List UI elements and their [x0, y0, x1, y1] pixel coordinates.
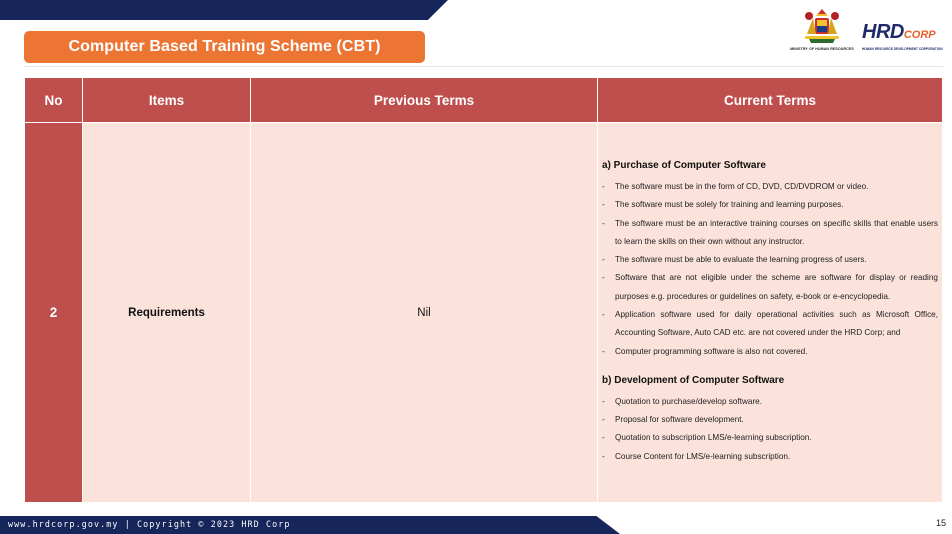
footer-copyright: www.hrdcorp.gov.my | Copyright © 2023 HRD Corp — [8, 519, 291, 529]
hrdcorp-logo — [862, 22, 948, 54]
list-item: - The software must be in the form of CD, DVD, CD/DVDROM or video. — [602, 178, 938, 196]
section-b-list — [602, 393, 938, 466]
list-item: - Computer programming software is also not covered. — [602, 343, 938, 361]
ministry-caption: MINISTRY OF HUMAN RESOURCES — [790, 47, 854, 51]
terms-table — [24, 77, 943, 503]
coat-of-arms-icon — [797, 6, 847, 46]
list-item: - Proposal for software development. — [602, 411, 938, 429]
header-divider — [24, 66, 943, 67]
list-item: - Quotation to subscription LMS/e-learning subscription. — [602, 429, 938, 447]
list-item: - The software must be able to evaluate the learning progress of users. — [602, 251, 938, 269]
list-item: - Application software used for daily operational activities such as Microsoft Office, Accounting Software, Auto CAD etc. are not covered under the HRD Corp; and — [602, 306, 938, 343]
row-number: 2 — [25, 123, 83, 503]
list-item: - Course Content for LMS/e-learning subscription. — [602, 448, 938, 466]
top-banner-bar — [0, 0, 448, 20]
slide-title: Computer Based Training Scheme (CBT) — [24, 31, 425, 63]
hrdcorp-caption: HUMAN RESOURCE DEVELOPMENT CORPORATION — [862, 47, 943, 51]
header-current-terms: Current Terms — [598, 78, 943, 123]
page-number: 15 — [936, 518, 947, 528]
section-b-heading: b) Development of Computer Software — [602, 374, 785, 386]
section-a-heading: a) Purchase of Computer Software — [602, 159, 766, 171]
list-item: - The software must be solely for training and learning purposes. — [602, 196, 938, 214]
corp-logo-text: CORP — [903, 29, 936, 41]
row-current-terms — [598, 123, 943, 503]
table-header-row — [25, 78, 943, 123]
row-previous-terms: Nil — [251, 123, 598, 503]
list-item: - The software must be an interactive training courses on specific skills that enable users to learn the skills on their own without any instructor. — [602, 215, 938, 252]
header-previous-terms: Previous Terms — [251, 78, 598, 123]
hrd-logo-text: HRD — [862, 21, 904, 43]
section-a-list — [602, 178, 938, 361]
row-item: Requirements — [83, 123, 251, 503]
header-no: No — [25, 78, 83, 123]
ministry-logo — [786, 6, 858, 54]
table-row — [25, 123, 943, 503]
list-item: - Quotation to purchase/develop software. — [602, 393, 938, 411]
list-item: - Software that are not eligible under the scheme are software for display or reading purposes e.g. procedures or guidelines on safety, e-book or e-encyclopedia. — [602, 269, 938, 306]
header-items: Items — [83, 78, 251, 123]
